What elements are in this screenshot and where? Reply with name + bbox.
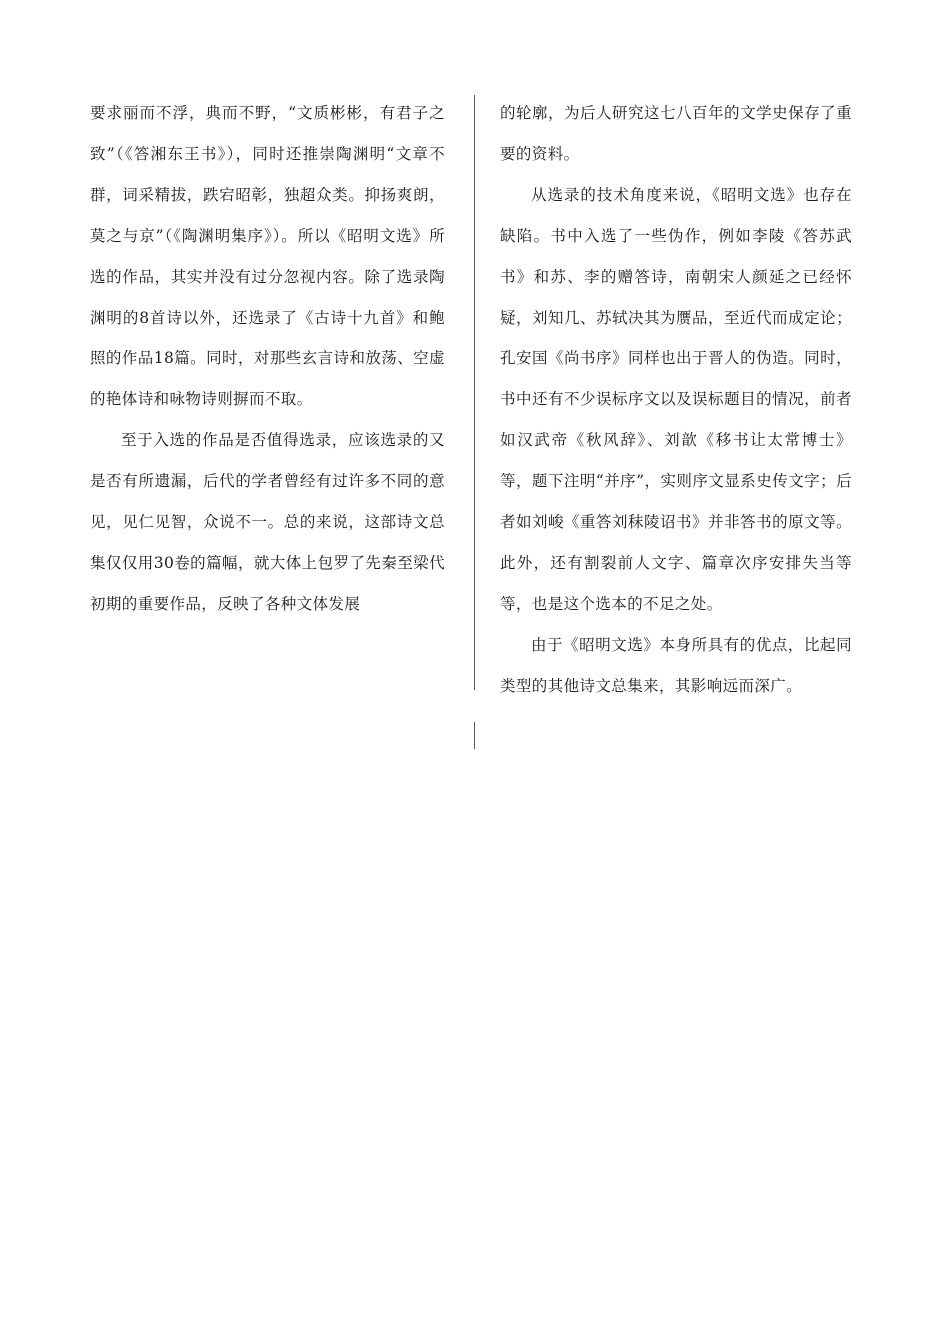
- paragraph-influence: 由于《昭明文选》本身所具有的优点，比起同类型的其他诗文总集来，其影响远而深广。: [500, 635, 852, 695]
- right-text-column: [500, 93, 852, 707]
- column-divider-stub: [474, 722, 475, 749]
- paragraph-flaws: 从选录的技术角度来说，《昭明文选》也存在缺陷。书中入选了一些伪作，例如李陵《答苏武书》和苏、李的赠答诗，南朝宋人颜延之已经怀疑，刘知几、苏轼决其为赝品，至近代而成定论；孔安国《尚书序》同样也出于晋人的伪造。同时，书中还有不少误标序文以及误标题目的情况，前者如汉武帝《秋风辞》、刘歆《移书让太常博士》等，题下注明“并序”，实则序文显系史传文字；后者如刘峻《重答刘秣陵诏书》并非答书的原文等。此外，还有割裂前人文字、篇章次序安排失当等等，也是这个选本的不足之处。: [500, 185, 852, 613]
- left-text-column: [90, 93, 445, 625]
- paragraph-continuation-right: 的轮廓，为后人研究这七八百年的文学史保存了重要的资料。: [500, 104, 852, 163]
- column-divider: [474, 95, 475, 690]
- paragraph-selection-debate: 至于入选的作品是否值得选录，应该选录的又是否有所遗漏，后代的学者曾经有过许多不同的意见，见仁见智，众说不一。总的来说，这部诗文总集仅仅用30卷的篇幅，就大体上包罗了先秦至梁代初期的重要作品，反映了各种文体发展: [90, 431, 445, 613]
- paragraph-continuation: 要求丽而不浮，典而不野，“文质彬彬，有君子之致”（《答湘东王书》），同时还推崇陶渊明“文章不群，词采精拔，跌宕昭彰，独超众类。抑扬爽朗，莫之与京”（《陶渊明集序》）。所以《昭明文选》所选的作品，其实并没有过分忽视内容。除了选录陶渊明的8首诗以外，还选录了《古诗十九首》和鲍照的作品18篇。同时，对那些玄言诗和放荡、空虚的艳体诗和咏物诗则摒而不取。: [90, 104, 445, 409]
